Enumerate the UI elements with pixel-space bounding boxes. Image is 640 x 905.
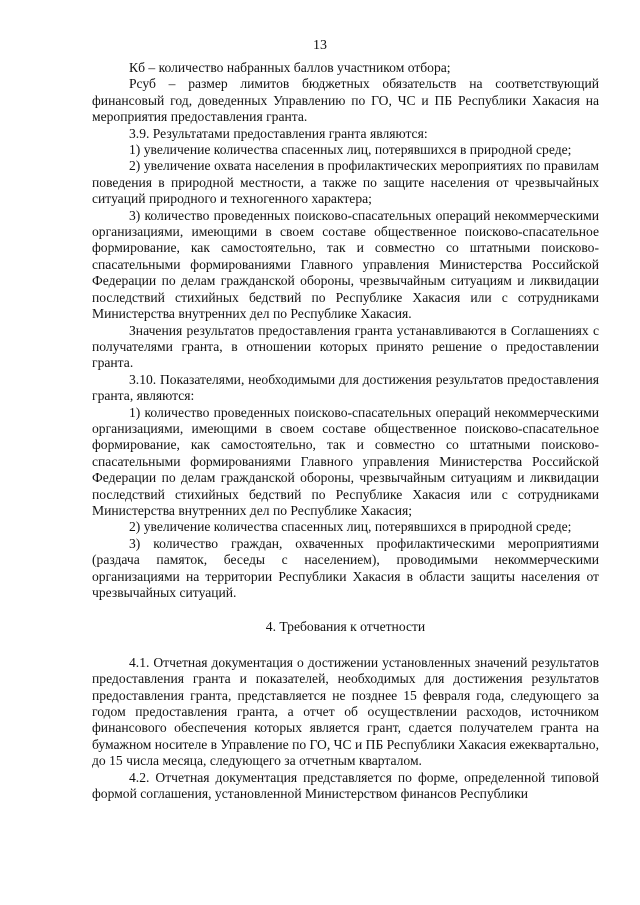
- section-heading: 4. Требования к отчетности: [265, 619, 426, 635]
- paragraph-3-10-item-2: 2) увеличение количества спасенных лиц, потерявшихся в природной среде;: [129, 519, 572, 535]
- paragraph-kb-definition: Кб – количество набранных баллов участником отбора;: [129, 60, 451, 75]
- paragraph-4-1: 4.1. Отчетная документация о достижении установленных значений результатов предоставления гранта и показателей, необходимых для достижения результатов предоставления гранта, представляется не позднее 15 февраля года, следующего за годом предоставления гранта, а отчет об осуществлении расходов, источником финансового обеспечения которых является грант, сдается получателем гранта на бумажном носителе в Управление по ГО, ЧС и ПБ Республики Хакасия ежеквартально, до 15 числа месяца, следующего за отчетным кварталом.: [92, 654, 599, 769]
- paragraph-3-9-item-3: 3) количество проведенных поисково-спасательных операций некоммерческими организациями, имеющими в своем составе общественное поисково-спасательное формирование, как самостоятельно, так и совместно со штатными поисково-спасательными формированиями Главного управления Министерства Российской Федерации по делам гражданской обороны, чрезвычайным ситуациям и ликвидации последствий стихийных бедствий по Республике Хакасия или с сотрудниками Министерства внутренних дел по Республике Хакасия.: [92, 207, 599, 322]
- paragraph-result-values: Значения результатов предоставления гранта устанавливаются в Соглашениях с получателями гранта, в отношении которых принято решение о предоставлении гранта.: [92, 322, 599, 371]
- paragraph-rsub-definition: Рсуб – размер лимитов бюджетных обязательств на соответствующий финансовый год, доведенных Управлению по ГО, ЧС и ПБ Республики Хакасия на мероприятия предоставления гранта.: [92, 76, 599, 125]
- paragraph-3-9-item-2: 2) увеличение охвата населения в профилактических мероприятиях по правилам поведения в природной местности, а также по защите населения от чрезвычайных ситуаций природного и техногенного характера;: [92, 158, 599, 207]
- paragraph-3-10-item-1: 1) количество проведенных поисково-спасательных операций некоммерческими организациями, имеющими в своем составе общественное поисково-спасательное формирование, как самостоятельно, так и совместно со штатными поисково-спасательными формированиями Главного управления Министерства Российской Федерации по делам гражданской обороны, чрезвычайным ситуациям и ликвидации последствий стихийных бедствий по Республике Хакасия или с сотрудниками Министерства внутренних дел по Республике Хакасия;: [92, 404, 599, 518]
- paragraph-4-2: 4.2. Отчетная документация представляется по форме, определенной типовой формой соглашения, установленной Министерством финансов Республики: [92, 769, 599, 802]
- paragraph-3-10-intro: 3.10. Показателями, необходимыми для достижения результатов предоставления гранта, являются:: [92, 371, 599, 404]
- document-body: [92, 60, 599, 802]
- paragraph-3-9-intro: 3.9. Результатами предоставления гранта являются:: [129, 125, 428, 141]
- paragraph-3-9-item-1: 1) увеличение количества спасенных лиц, потерявшихся в природной среде;: [129, 142, 572, 158]
- paragraph-3-10-item-3: 3) количество граждан, охваченных профилактическими мероприятиями (раздача памяток, беседы с населением), проводимыми некоммерческими организациями на территории Республики Хакасия в области защиты населения от чрезвычайных ситуаций.: [92, 535, 599, 600]
- page-number: 13: [313, 38, 327, 53]
